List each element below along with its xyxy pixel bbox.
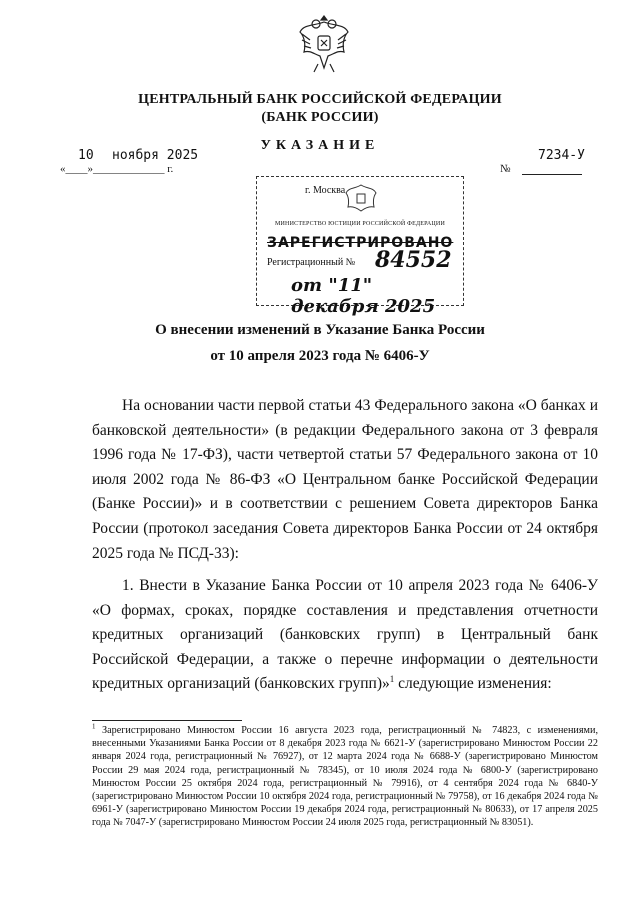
document-type: УКАЗАНИЕ [260, 138, 380, 153]
paragraph-1 [92, 574, 598, 697]
paragraph-1-text: 1. Внести в Указание Банка России от 10 апреля 2023 года № 6406-У «О формах, сроках, порядке составления и представления отчетности кредитных организаций (банковских групп) в Центральный банк Российской Федерации, а также о перечне информации о деятельности кредитных организаций (банковских групп)» [92, 577, 598, 693]
paragraph-preamble: На основании части первой статьи 43 Федерального закона «О банках и банковской деятельности» (в редакции Федерального закона от 3 февраля 1996 года № 17-ФЗ), части четвертой статьи 57 Федерального закона от 10 июля 2002 года № 86-ФЗ «О Центральном банке Российской Федерации (Банке России)» и в соответствии с решением Совета директоров Банка России (протокол заседания Совета директоров Банка России от 24 октября 2025 года № ПСД-33): [92, 397, 598, 562]
stamp-emblem-icon [343, 181, 379, 213]
stamp-ministry: МИНИСТЕРСТВО ЮСТИЦИИ РОССИЙСКОЙ ФЕДЕРАЦИИ [274, 221, 445, 227]
number-underline [522, 174, 582, 175]
stamp-registered: ЗАРЕГИСТРИРОВАНО [267, 235, 454, 251]
document-title-line-2: от 10 апреля 2023 года № 6406-У [210, 348, 430, 364]
number-sign: № [500, 163, 511, 175]
footnote-mark: 1 [92, 722, 96, 731]
coat-of-arms-emblem [296, 10, 352, 74]
stamp-reg-date: от "11" декабря 2025 [291, 275, 436, 317]
organization-name: ЦЕНТРАЛЬНЫЙ БАНК РОССИЙСКОЙ ФЕДЕРАЦИИ [138, 92, 502, 107]
document-number-value: 7234-У [538, 148, 585, 163]
footnote [92, 724, 598, 830]
footnote-text: Зарегистрировано Минюстом России 16 августа 2023 года, регистрационный № 74823, с изменениями, внесенными Указаниями Банка России от 8 декабря 2023 года № 6621-У (зарегистрировано Минюстом России 22 января 2024 года, регистрационный № 76927), от 12 марта 2024 года № 6688-У (зарегистрировано Минюстом России 29 мая 2024 года, регистрационный № 78345), от 10 июля 2024 года № 6800-У (зарегистрировано Минюстом России 25 октября 2024 года, регистрационный № 79916), от 4 сентября 2024 года № 6840-У (зарегистрировано Минюстом России 10 октября 2024 года, регистрационный № 79758), от 16 декабря 2024 года № 6961-У (зарегистрировано Минюстом России 19 декабря 2024 года, регистрационный № 80633), от 17 апреля 2025 года № 7047-У (зарегистрировано Минюстом России 24 июля 2025 года, регистрационный № 83051). [92, 725, 598, 829]
paragraph-1-end: следующие изменения: [394, 675, 552, 693]
document-number [500, 150, 600, 180]
document-title-line-1: О внесении изменений в Указание Банка России [155, 322, 485, 338]
date-template: «____»_____________ г. [60, 163, 174, 175]
footnote-ref: 1 [389, 674, 395, 685]
stamp-reg-label: Регистрационный № [267, 257, 356, 268]
stamp-reg-number: 84552 [375, 247, 452, 273]
stamp-city: г. Москва [305, 185, 346, 196]
registration-stamp [256, 176, 464, 317]
date-day: 10 [78, 148, 94, 163]
date-month-year: ноября 2025 [112, 148, 199, 163]
document-date [60, 150, 210, 180]
footnote-divider [92, 720, 242, 721]
organization-short-name: (БАНК РОССИИ) [261, 110, 379, 125]
